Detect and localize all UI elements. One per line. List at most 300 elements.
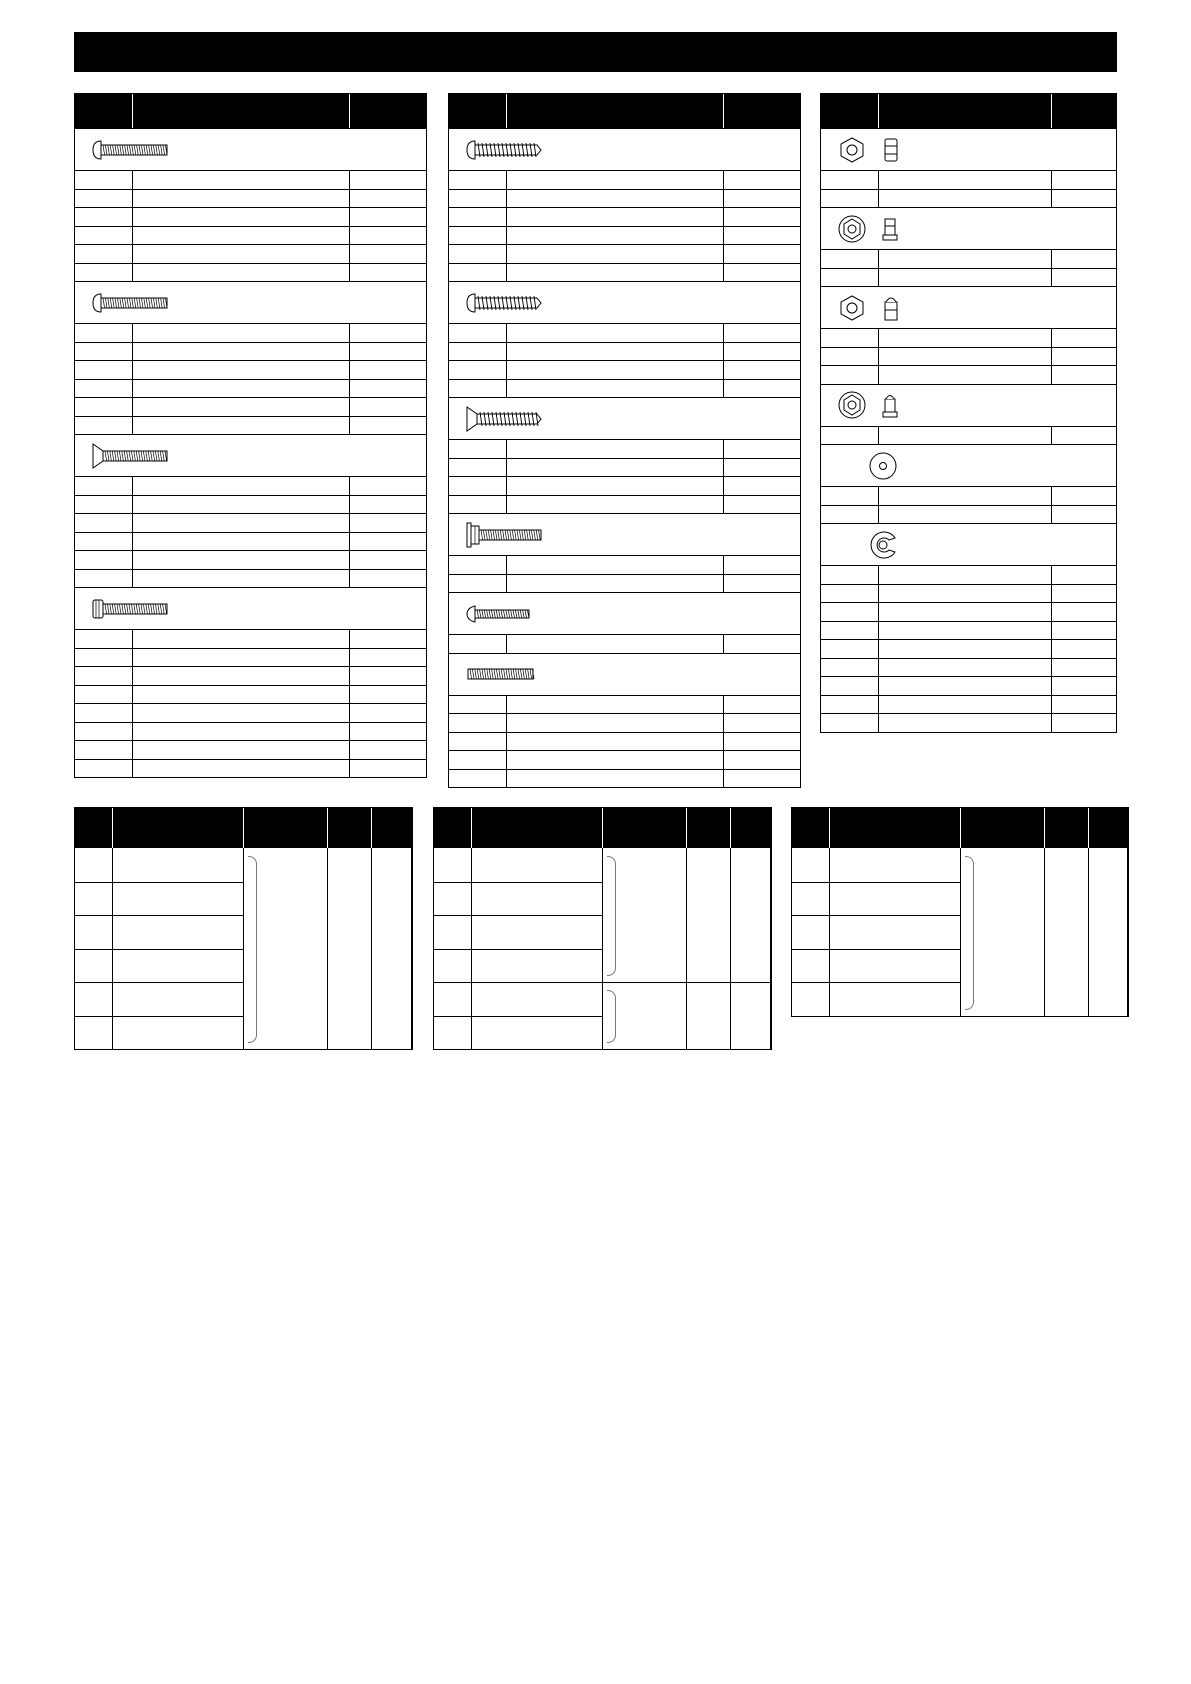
countersunk-tapping-screw-icon <box>465 404 545 434</box>
qty-cell <box>350 630 426 648</box>
qty-cell <box>724 751 800 769</box>
description-cell <box>507 751 724 769</box>
qty-cell <box>350 723 426 741</box>
table-row <box>449 342 800 361</box>
table-row <box>472 915 602 949</box>
hex-nut-icon <box>837 135 907 165</box>
code-cell <box>821 696 879 714</box>
description-cell <box>133 380 350 398</box>
parts-table-body <box>449 128 800 787</box>
description-cell <box>879 603 1052 621</box>
table-row <box>449 555 800 574</box>
part-group-flanged-lock-nut <box>821 384 1116 426</box>
code-cell <box>821 622 879 640</box>
table-row <box>821 565 1116 584</box>
description-cell <box>507 343 724 361</box>
description-cell <box>507 770 724 788</box>
code-cell <box>75 324 133 342</box>
column-qty <box>687 848 731 1049</box>
qty-cell <box>724 496 800 514</box>
qty-cell <box>350 324 426 342</box>
code-cell <box>75 741 133 759</box>
table-row <box>792 982 829 1016</box>
code-cell <box>75 630 133 648</box>
description-cell <box>133 760 350 778</box>
header-cell-description <box>133 94 350 128</box>
table-header <box>75 808 412 848</box>
description-cell <box>133 533 350 551</box>
code-cell <box>821 366 879 384</box>
code-cell <box>75 398 133 416</box>
group-bracket <box>248 856 257 1043</box>
description-cell <box>879 250 1052 268</box>
header-cell-code <box>449 94 507 128</box>
description-cell <box>133 361 350 379</box>
table-row <box>75 882 112 916</box>
table-row <box>792 882 829 916</box>
description-cell <box>507 245 724 263</box>
table-row <box>75 949 112 983</box>
description-cell <box>879 269 1052 287</box>
table-row <box>449 458 800 477</box>
description-cell <box>879 640 1052 658</box>
description-cell <box>879 487 1052 505</box>
code-cell <box>75 190 133 208</box>
countersunk-machine-screw-icon <box>91 441 171 471</box>
qty-cell <box>350 227 426 245</box>
qty-cell <box>350 264 426 282</box>
pan-head-machine-screw-icon <box>91 290 171 316</box>
table-row <box>830 982 960 1016</box>
table-row <box>449 207 800 226</box>
description-cell <box>133 398 350 416</box>
code-cell <box>449 264 507 282</box>
code-cell <box>449 459 507 477</box>
qty-cell <box>724 556 800 574</box>
part-group-pan-head-tapping-screw <box>449 128 800 170</box>
table-row <box>75 244 426 263</box>
table-row <box>113 915 243 949</box>
table-row <box>434 915 471 949</box>
group-header <box>961 808 1045 848</box>
description-cell <box>133 208 350 226</box>
table-row <box>75 342 426 361</box>
header-cell-code <box>821 94 879 128</box>
qty-cell <box>724 459 800 477</box>
qty-cell <box>724 635 800 653</box>
description-cell <box>133 514 350 532</box>
code-cell <box>821 566 879 584</box>
qty-cell <box>724 324 800 342</box>
code-cell <box>75 760 133 778</box>
description-cell <box>879 506 1052 524</box>
socket-cap-screw-icon <box>91 596 171 622</box>
qty-cell <box>1052 585 1116 603</box>
description-cell <box>133 704 350 722</box>
qty-cell <box>350 686 426 704</box>
column-step <box>434 848 472 1049</box>
description-cell <box>133 245 350 263</box>
code-cell <box>821 506 879 524</box>
part-header <box>830 808 961 848</box>
code-cell <box>449 440 507 458</box>
code-cell <box>821 677 879 695</box>
code-cell <box>821 171 879 189</box>
lock-nut-icon <box>837 292 907 324</box>
table-row <box>449 379 800 398</box>
qty-cell <box>1052 269 1116 287</box>
description-cell <box>879 427 1052 445</box>
description-cell <box>879 714 1052 732</box>
qty-cell <box>350 417 426 435</box>
description-cell <box>133 649 350 667</box>
table-row <box>75 476 426 495</box>
table-row <box>75 189 426 208</box>
qty-cell <box>350 649 426 667</box>
code-cell <box>75 570 133 588</box>
qty-cell <box>1052 348 1116 366</box>
code-cell <box>75 380 133 398</box>
code-cell <box>75 477 133 495</box>
table-row <box>821 658 1116 677</box>
description-cell <box>879 171 1052 189</box>
qty-cell <box>1052 622 1116 640</box>
description-cell <box>507 556 724 574</box>
description-cell <box>133 190 350 208</box>
description-cell <box>133 171 350 189</box>
parts-table-tapping-screws <box>448 93 801 788</box>
table-row <box>821 189 1116 208</box>
table-row <box>821 249 1116 268</box>
qty-cell <box>724 714 800 732</box>
parts-table-screws <box>74 93 427 778</box>
description-cell <box>879 348 1052 366</box>
table-row <box>75 513 426 532</box>
table-row <box>449 439 800 458</box>
description-cell <box>879 622 1052 640</box>
qty-cell <box>350 171 426 189</box>
description-cell <box>507 361 724 379</box>
code-cell <box>75 496 133 514</box>
table-row <box>449 360 800 379</box>
table-row <box>449 244 800 263</box>
table-row <box>434 949 471 983</box>
qty-cell <box>350 570 426 588</box>
description-cell <box>507 171 724 189</box>
table-row <box>792 848 829 882</box>
table-row <box>75 722 426 741</box>
table-header <box>821 94 1116 128</box>
table-row <box>75 569 426 588</box>
table-row <box>75 226 426 245</box>
table-row <box>830 949 960 983</box>
qty-cell <box>1052 659 1116 677</box>
table-row <box>821 426 1116 445</box>
code-cell <box>449 245 507 263</box>
table-row <box>821 365 1116 384</box>
qty-header <box>687 808 731 848</box>
description-cell <box>879 696 1052 714</box>
code-cell <box>821 348 879 366</box>
table-row <box>449 574 800 593</box>
table-row <box>472 982 602 1016</box>
table-row <box>821 170 1116 189</box>
table-row <box>821 505 1116 524</box>
description-cell <box>133 741 350 759</box>
code-cell <box>75 533 133 551</box>
qty-cell <box>724 361 800 379</box>
column-step <box>75 848 113 1049</box>
part-group-flanged-hex-screw <box>449 513 800 555</box>
qty-cell <box>1052 366 1116 384</box>
table-row <box>75 360 426 379</box>
table-row <box>75 323 426 342</box>
table-row <box>821 695 1116 714</box>
part-group-countersunk-tapping-screw <box>449 397 800 439</box>
code-cell <box>75 171 133 189</box>
table-row <box>75 703 426 722</box>
table-row <box>821 602 1116 621</box>
code-cell <box>449 208 507 226</box>
qty-cell <box>1052 329 1116 347</box>
header-cell-qty <box>1052 94 1116 128</box>
table-row <box>75 207 426 226</box>
description-cell <box>507 635 724 653</box>
qty-cell <box>724 696 800 714</box>
table-row <box>75 170 426 189</box>
code-cell <box>75 514 133 532</box>
table-body <box>434 848 771 1049</box>
page-title-bar <box>74 32 1117 72</box>
table-row <box>75 550 426 569</box>
table-row <box>449 226 800 245</box>
table-row <box>449 695 800 714</box>
table-row <box>75 263 426 282</box>
e-clip-icon <box>837 528 907 562</box>
table-row <box>75 629 426 648</box>
description-cell <box>507 380 724 398</box>
group-bracket <box>607 990 616 1043</box>
description-cell <box>879 677 1052 695</box>
qty-cell <box>350 551 426 569</box>
table-row <box>449 769 800 788</box>
header-cell-description <box>879 94 1052 128</box>
flange-nut-icon <box>837 213 907 245</box>
table-row <box>75 982 112 1016</box>
table-row <box>113 949 243 983</box>
table-row <box>75 379 426 398</box>
description-cell <box>507 227 724 245</box>
table-row <box>821 676 1116 695</box>
check-header <box>731 808 771 848</box>
code-cell <box>821 603 879 621</box>
table-row <box>792 949 829 983</box>
table-row <box>821 486 1116 505</box>
table-row <box>472 1016 602 1050</box>
qty-cell <box>350 741 426 759</box>
qty-cell <box>1052 603 1116 621</box>
column-part <box>472 848 603 1049</box>
table-body <box>75 848 412 1049</box>
table-row <box>472 949 602 983</box>
assembly-table-2 <box>433 807 772 1050</box>
description-cell <box>133 551 350 569</box>
pan-head-machine-screw-icon <box>91 137 171 163</box>
table-row <box>449 732 800 751</box>
table-row <box>449 713 800 732</box>
table-row <box>75 685 426 704</box>
header-cell-description <box>507 94 724 128</box>
description-cell <box>507 459 724 477</box>
code-cell <box>75 686 133 704</box>
code-cell <box>821 190 879 208</box>
group-divider <box>603 982 771 983</box>
qty-cell <box>724 190 800 208</box>
table-row <box>830 848 960 882</box>
part-group-pan-head-machine-screw <box>75 128 426 170</box>
code-cell <box>821 487 879 505</box>
table-row <box>821 584 1116 603</box>
qty-header <box>328 808 372 848</box>
description-cell <box>507 696 724 714</box>
qty-cell <box>350 760 426 778</box>
code-cell <box>821 329 879 347</box>
description-cell <box>507 190 724 208</box>
header-cell-qty <box>724 94 800 128</box>
qty-cell <box>350 245 426 263</box>
code-cell <box>821 269 879 287</box>
code-cell <box>449 635 507 653</box>
code-cell <box>449 324 507 342</box>
code-cell <box>75 208 133 226</box>
qty-cell <box>724 770 800 788</box>
parts-table-body <box>75 128 426 777</box>
qty-cell <box>350 190 426 208</box>
button-head-screw-icon <box>465 601 535 627</box>
qty-cell <box>724 440 800 458</box>
description-cell <box>133 686 350 704</box>
table-row <box>75 495 426 514</box>
table-row <box>75 532 426 551</box>
check-header <box>372 808 412 848</box>
code-cell <box>75 361 133 379</box>
code-cell <box>449 496 507 514</box>
code-cell <box>449 343 507 361</box>
qty-cell <box>1052 250 1116 268</box>
code-cell <box>821 640 879 658</box>
qty-cell <box>724 171 800 189</box>
qty-cell <box>1052 714 1116 732</box>
description-cell <box>879 190 1052 208</box>
parts-table-nuts-washers <box>820 93 1117 733</box>
table-row <box>449 495 800 514</box>
table-header <box>792 808 1128 848</box>
code-cell <box>75 704 133 722</box>
qty-cell <box>724 227 800 245</box>
description-cell <box>133 417 350 435</box>
table-row <box>830 882 960 916</box>
column-part <box>830 848 961 1016</box>
table-row <box>434 882 471 916</box>
table-row <box>821 639 1116 658</box>
description-cell <box>507 477 724 495</box>
parts-table-body <box>821 128 1116 732</box>
qty-cell <box>350 208 426 226</box>
part-group-button-head-screw <box>449 592 800 634</box>
code-cell <box>449 171 507 189</box>
code-cell <box>821 714 879 732</box>
code-cell <box>449 227 507 245</box>
qty-cell <box>724 208 800 226</box>
qty-cell <box>350 380 426 398</box>
description-cell <box>133 630 350 648</box>
code-cell <box>821 659 879 677</box>
code-cell <box>449 733 507 751</box>
code-cell <box>449 696 507 714</box>
table-row <box>821 713 1116 732</box>
description-cell <box>879 329 1052 347</box>
table-header <box>434 808 771 848</box>
code-cell <box>821 427 879 445</box>
qty-cell <box>350 514 426 532</box>
code-cell <box>75 723 133 741</box>
code-cell <box>449 575 507 593</box>
table-row <box>75 915 112 949</box>
set-screw-icon <box>465 663 537 685</box>
step-header <box>792 808 830 848</box>
code-cell <box>75 551 133 569</box>
qty-cell <box>1052 506 1116 524</box>
table-row <box>434 848 471 882</box>
description-cell <box>133 496 350 514</box>
description-cell <box>133 667 350 685</box>
table-body <box>792 848 1128 1016</box>
table-row <box>792 915 829 949</box>
group-header <box>244 808 328 848</box>
table-row <box>821 328 1116 347</box>
code-cell <box>821 250 879 268</box>
column-check <box>372 848 412 1049</box>
qty-cell <box>1052 427 1116 445</box>
code-cell <box>75 667 133 685</box>
qty-header <box>1045 808 1089 848</box>
description-cell <box>507 714 724 732</box>
qty-cell <box>724 380 800 398</box>
table-row <box>449 750 800 769</box>
group-bracket <box>607 856 616 976</box>
column-qty <box>328 848 372 1049</box>
table-row <box>113 982 243 1016</box>
table-row <box>449 189 800 208</box>
table-row <box>75 848 112 882</box>
table-row <box>75 416 426 435</box>
qty-cell <box>1052 487 1116 505</box>
code-cell <box>449 477 507 495</box>
table-row <box>449 170 800 189</box>
description-cell <box>133 343 350 361</box>
qty-cell <box>1052 696 1116 714</box>
table-row <box>449 263 800 282</box>
group-header <box>603 808 687 848</box>
qty-cell <box>724 343 800 361</box>
qty-cell <box>724 477 800 495</box>
table-row <box>113 1016 243 1050</box>
qty-cell <box>350 343 426 361</box>
qty-cell <box>350 496 426 514</box>
description-cell <box>133 723 350 741</box>
code-cell <box>75 245 133 263</box>
part-group-pan-head-tapping-screw <box>449 281 800 323</box>
